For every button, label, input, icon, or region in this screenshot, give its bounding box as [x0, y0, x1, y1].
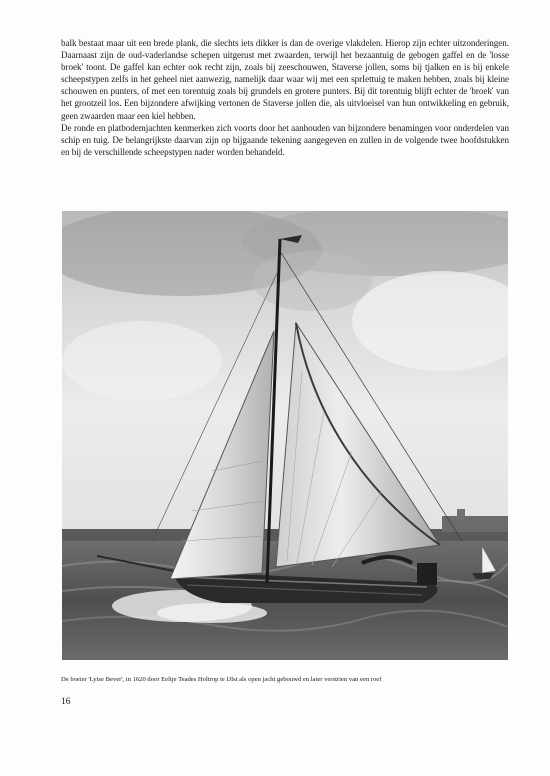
figure-caption: De boeier 'Lytse Bever', in 1620 door Eeltje Teades Holtrop te IJlst als open jacht gebouwd en later verstrien van een roef	[61, 676, 382, 683]
body-text	[61, 37, 509, 158]
paragraph-1: balk bestaat maar uit een brede plank, die slechts iets dikker is dan de overige vlakdelen. Hierop zijn echter uitzonderingen. Daarnaast zijn de oud-vaderlandse schepen uitgerust met zwaarden, terwijl het bezaantuig de gebogen gaffel en de 'losse broek' toont. De gaffel kan echter ook recht zijn, zoals bij zeeschouwen, Staverse jollen, soms bij tjalken en is bij enkele scheepstypen zelfs in het geheel niet aanwezig, namelijk daar waar wij met een sprIettuig te maken hebben, zoals bij kleine schouwen en punters, of met een torentuig zoals bij grundels en grotere punters. Bij dit torentuig blijft echter de 'broek' van het grootzeil los. Een bijzondere afwijking vertonen de Staverse jollen die, als uitvloeisel van hun ontwikkeling en gebruik, geen zwaarden maar een kiel hebben.	[61, 38, 509, 121]
paragraph-2: De ronde en platbodemjachten kenmerken zich voorts door het aanhouden van bijzondere benamingen voor onderdelen van schip en tuig. De belangrijkste daarvan zijn op bijgaande tekening aangegeven en zullen in de volgende twee hoofdstukken en bij de verschillende scheepstypen nader worden behandeld.	[61, 122, 509, 157]
sailing-boat-photo	[62, 211, 508, 660]
page-number: 16	[61, 697, 71, 707]
photo-illustration	[62, 211, 508, 660]
